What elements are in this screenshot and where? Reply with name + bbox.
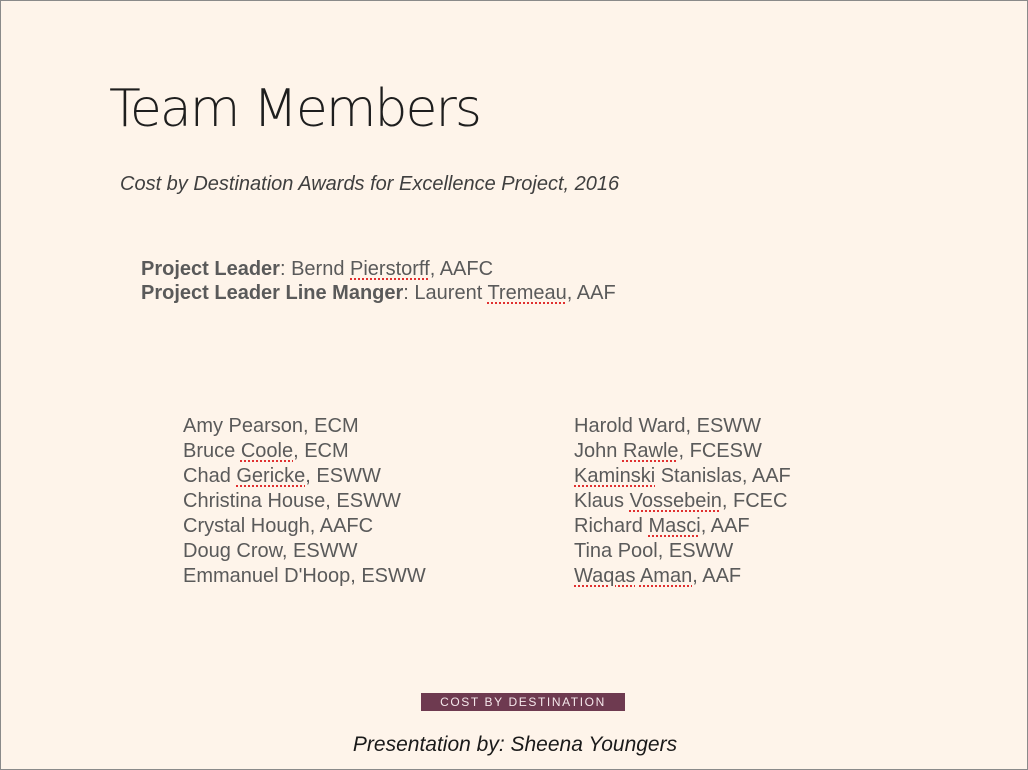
list-item: [574, 564, 791, 589]
member-text: Harold Ward, ESWW: [574, 415, 762, 437]
presenter-credit: Presentation by: Sheena Youngers: [352, 733, 678, 756]
project-leader-surname[interactable]: Pierstorff: [350, 258, 430, 280]
member-text: , ESWW: [305, 465, 381, 487]
list-item: [574, 414, 791, 439]
member-text: , AAF: [700, 515, 750, 537]
member-text: Christina House, ESWW: [183, 490, 401, 512]
misspelled-word[interactable]: Coole: [240, 440, 294, 462]
project-leader-row: [141, 257, 616, 281]
member-text: , FCEC: [721, 490, 788, 512]
member-text: Stanislas, AAF: [655, 465, 791, 487]
project-leader-affiliation: , AAFC: [429, 258, 494, 280]
line-manager-separator: :: [403, 282, 415, 304]
member-text: Amy Pearson, ECM: [183, 415, 359, 437]
list-item: [183, 564, 426, 589]
misspelled-word[interactable]: Aman: [639, 565, 693, 587]
list-item: [574, 514, 791, 539]
leaders-block: [141, 257, 616, 305]
list-item: [183, 439, 426, 464]
member-text: Chad: [183, 465, 237, 487]
members-left-list: [183, 414, 426, 589]
line-manager-first: Laurent: [414, 282, 488, 304]
member-text: Bruce: [183, 440, 241, 462]
list-item: [183, 539, 426, 564]
slide-title: Team Members: [109, 79, 480, 139]
list-item: [183, 514, 426, 539]
line-manager-label: Project Leader Line Manger: [141, 282, 404, 304]
misspelled-word[interactable]: Waqas: [574, 565, 636, 587]
member-text: , FCESW: [678, 440, 762, 462]
project-leader-first: Bernd: [291, 258, 351, 280]
list-item: [574, 539, 791, 564]
list-item: [183, 464, 426, 489]
project-leader-separator: :: [279, 258, 292, 280]
brand-bar: COST BY DESTINATION: [421, 693, 625, 711]
list-item: [183, 489, 426, 514]
member-text: Emmanuel D'Hoop, ESWW: [183, 565, 426, 587]
member-text: John: [574, 440, 623, 462]
misspelled-word[interactable]: Vossebein: [629, 490, 722, 512]
members-right-list: [574, 414, 791, 589]
member-text: Tina Pool, ESWW: [574, 540, 734, 562]
member-text: Doug Crow, ESWW: [183, 540, 358, 562]
list-item: [574, 489, 791, 514]
list-item: [574, 464, 791, 489]
list-item: [574, 439, 791, 464]
misspelled-word[interactable]: Rawle: [622, 440, 679, 462]
member-text: Klaus: [574, 490, 630, 512]
misspelled-word[interactable]: Kaminski: [574, 465, 656, 487]
member-text: Crystal Hough, AAFC: [183, 515, 374, 537]
member-text: , AAF: [692, 565, 742, 587]
member-text: Richard: [574, 515, 649, 537]
misspelled-word[interactable]: Masci: [648, 515, 701, 537]
line-manager-surname[interactable]: Tremeau: [487, 282, 567, 304]
list-item: [183, 414, 426, 439]
misspelled-word[interactable]: Gericke: [236, 465, 306, 487]
project-leader-label: Project Leader: [141, 258, 280, 280]
slide: [1, 1, 1027, 769]
line-manager-affiliation: , AAF: [566, 282, 616, 304]
member-text: , ECM: [293, 440, 349, 462]
line-manager-row: [141, 281, 616, 305]
slide-subtitle: Cost by Destination Awards for Excellence Project, 2016: [120, 173, 620, 195]
